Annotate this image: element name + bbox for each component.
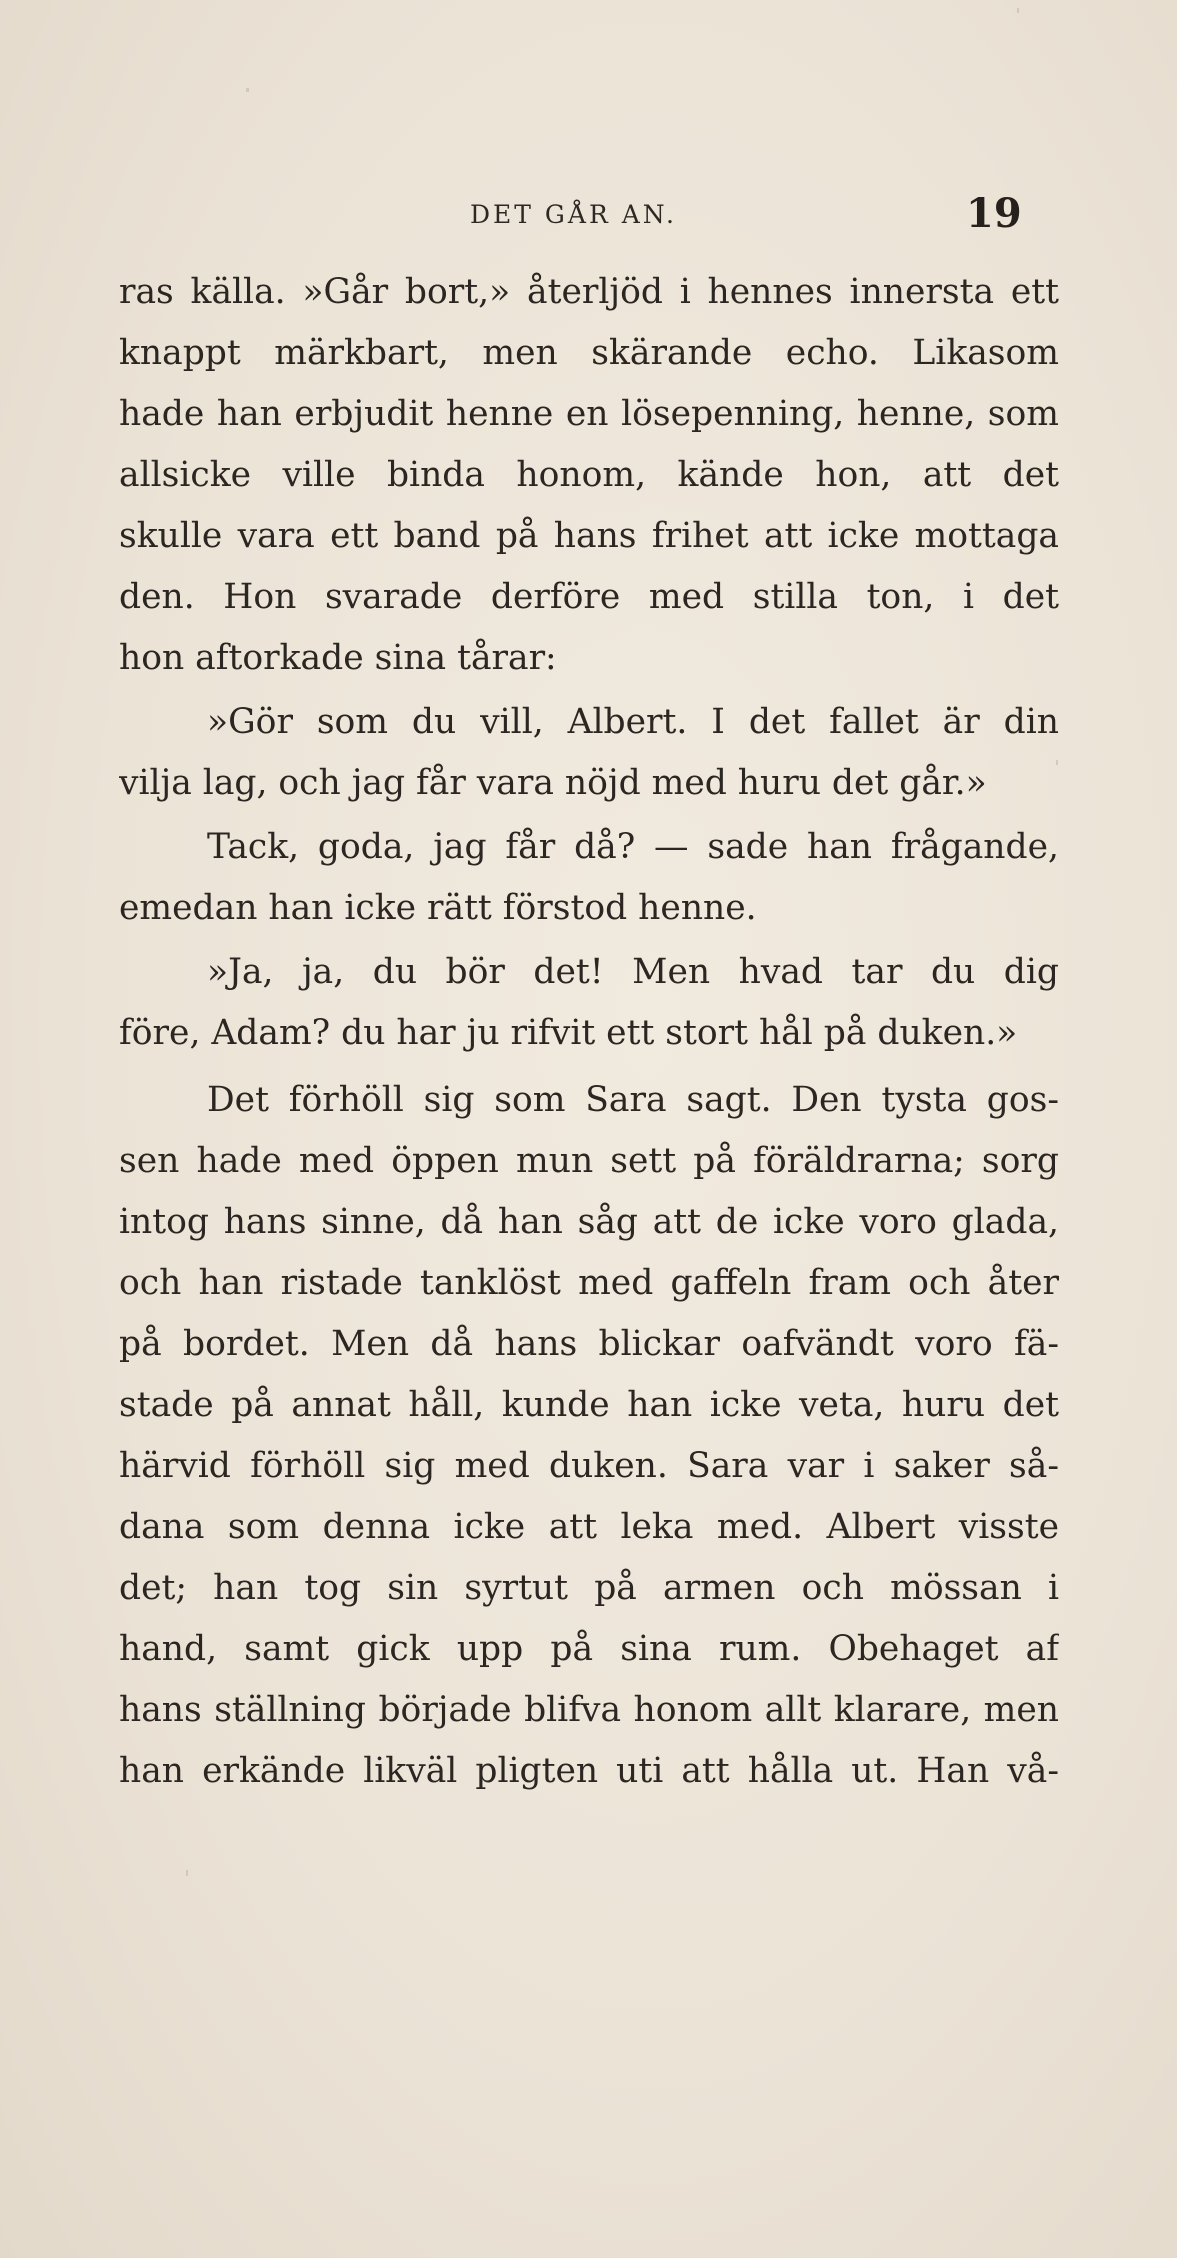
page-number: 19 [966, 190, 1022, 237]
paper-speck [186, 1870, 188, 1876]
text-line: dana som denna icke att leka med. Albert visste [119, 1507, 1059, 1547]
text-line: skulle vara ett band på hans frihet att icke mottaga [119, 516, 1059, 556]
running-head: DET GÅR AN. [470, 200, 677, 229]
text-line: han erkände likväl pligten uti att hålla ut. Han vå- [119, 1751, 1059, 1791]
text-line: stade på annat håll, kunde han icke veta, huru det [119, 1385, 1059, 1425]
text-line: Det förhöll sig som Sara sagt. Den tysta gos- [207, 1080, 1059, 1120]
text-line: allsicke ville binda honom, kände hon, att det [119, 455, 1059, 495]
text-line: hand, samt gick upp på sina rum. Obehaget af [119, 1629, 1059, 1669]
text-line: hans ställning började blifva honom allt klarare, men [119, 1690, 1059, 1730]
text-line: »Gör som du vill, Albert. I det fallet är din [207, 702, 1059, 742]
text-line: Tack, goda, jag får då? — sade han frågande, [207, 827, 1059, 867]
text-line: »Ja, ja, du bör det! Men hvad tar du dig [207, 952, 1059, 992]
text-line: emedan han icke rätt förstod henne. [119, 888, 757, 928]
text-line: ras källa. »Går bort,» återljöd i hennes innersta ett [119, 272, 1059, 312]
text-line: det; han tog sin syrtut på armen och mössan i [119, 1568, 1059, 1608]
paper-speck [246, 88, 249, 92]
text-line: på bordet. Men då hans blickar oafvändt voro fä- [119, 1324, 1059, 1364]
text-line: hade han erbjudit henne en lösepenning, henne, som [119, 394, 1059, 434]
body-text [119, 262, 1059, 1802]
text-line: hon aftorkade sina tårar: [119, 638, 557, 678]
text-line: vilja lag, och jag får vara nöjd med huru det går.» [119, 763, 987, 803]
text-line: den. Hon svarade derföre med stilla ton, i det [119, 577, 1059, 617]
paper-speck [1017, 8, 1019, 13]
text-line: intog hans sinne, då han såg att de icke voro glada, [119, 1202, 1059, 1242]
text-line: sen hade med öppen mun sett på föräldrarna; sorg [119, 1141, 1059, 1181]
paper-speck [1056, 760, 1058, 765]
text-line: före, Adam? du har ju rifvit ett stort hål på duken.» [119, 1013, 1018, 1053]
text-line: och han ristade tanklöst med gaffeln fram och åter [119, 1263, 1059, 1303]
text-line: knappt märkbart, men skärande echo. Likasom [119, 333, 1059, 373]
text-line: härvid förhöll sig med duken. Sara var i saker så- [119, 1446, 1059, 1486]
